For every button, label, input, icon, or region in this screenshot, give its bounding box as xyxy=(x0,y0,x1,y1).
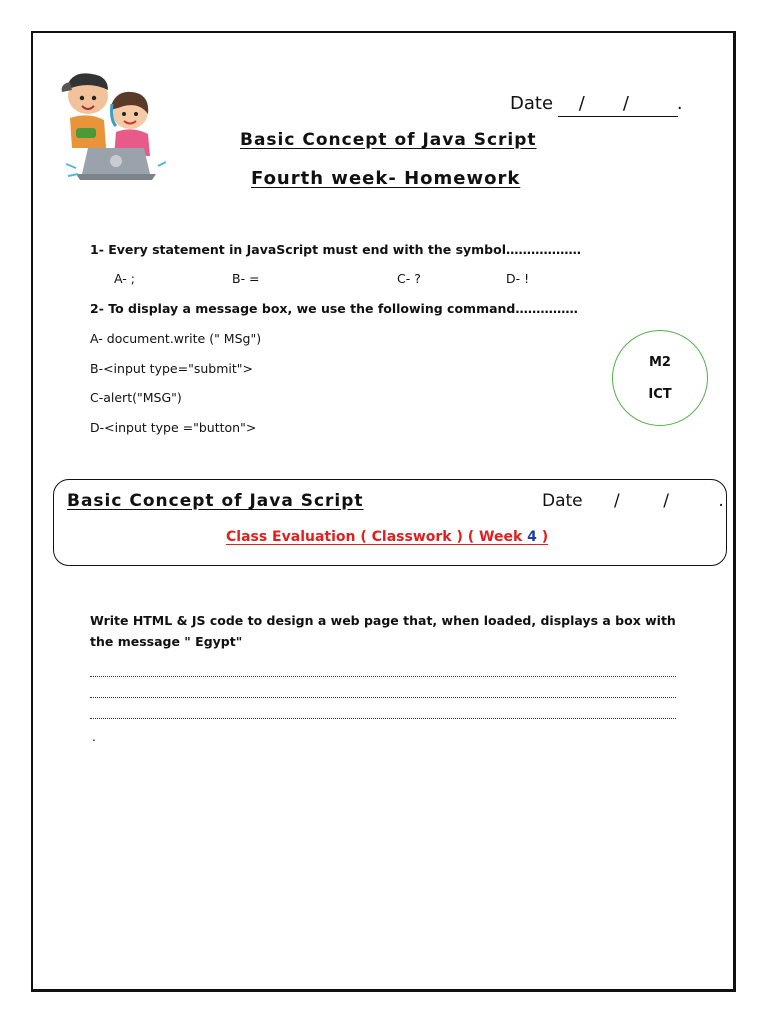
answer-line-1 xyxy=(90,668,676,677)
answer-line-3 xyxy=(90,710,676,719)
question-2: 2- To display a message box, we use the following command…………… xyxy=(90,301,578,316)
evaluation-subtitle: Class Evaluation ( Classwork ) ( Week 4 ) xyxy=(226,529,549,545)
week-number: 4 xyxy=(527,529,537,545)
badge-line-1: M2 xyxy=(649,355,671,370)
page-title: Basic Concept of Java Script xyxy=(240,130,537,150)
q2-option-c: C-alert("MSG") xyxy=(90,390,182,405)
date-underline xyxy=(558,116,678,117)
q2-option-b: B-<input type="submit"> xyxy=(90,361,253,376)
q2-option-d: D-<input type ="button"> xyxy=(90,420,257,435)
task-prompt: Write HTML & JS code to design a web page that, when loaded, displays a box with the message " Egypt" xyxy=(90,613,676,649)
answer-trailing-dot: . xyxy=(92,730,96,744)
page-subtitle: Fourth week- Homework xyxy=(251,168,521,189)
q1-option-b: B- = xyxy=(232,271,260,286)
kids-laptop-illustration xyxy=(58,68,170,186)
answer-line-2 xyxy=(90,689,676,698)
q1-option-d: D- ! xyxy=(506,271,530,286)
m2-ict-badge xyxy=(612,330,708,426)
date-label: Date xyxy=(510,93,554,114)
header-date: Date / / . xyxy=(510,93,683,114)
badge-line-2: ICT xyxy=(648,387,672,402)
evaluation-date: Date / / . xyxy=(542,491,724,511)
question-1: 1- Every statement in JavaScript must end with the symbol……………… xyxy=(90,242,582,257)
q1-option-a: A- ; xyxy=(114,271,135,286)
evaluation-date-label: Date xyxy=(542,491,583,511)
q1-option-c: C- ? xyxy=(397,271,421,286)
q2-option-a: A- document.write (" MSg") xyxy=(90,331,262,346)
evaluation-title: Basic Concept of Java Script xyxy=(67,491,364,511)
